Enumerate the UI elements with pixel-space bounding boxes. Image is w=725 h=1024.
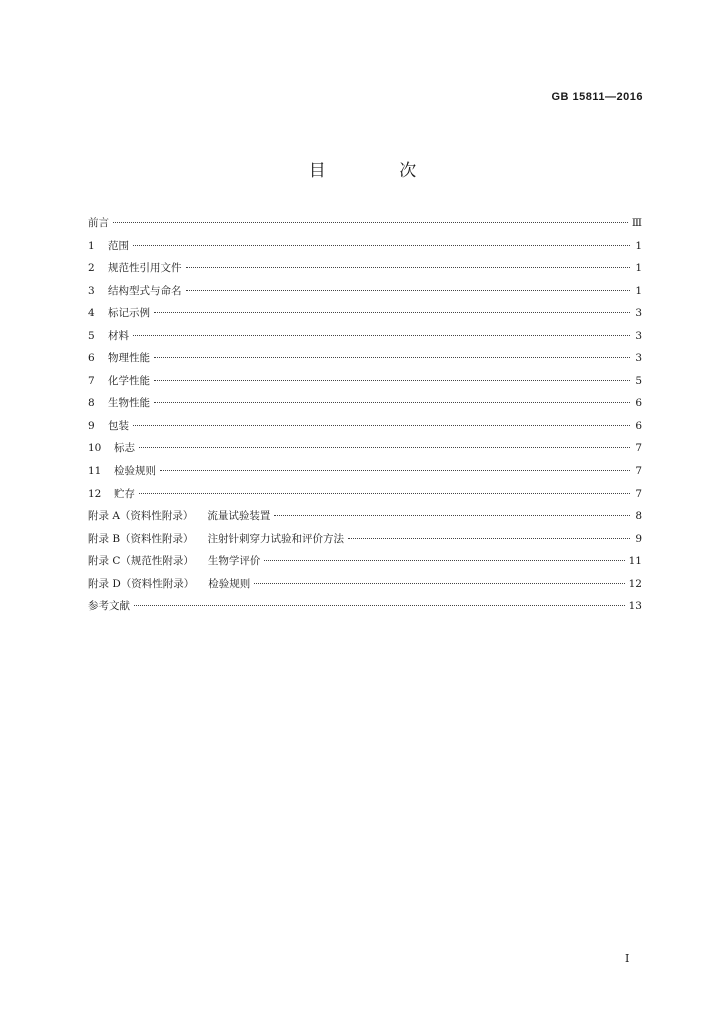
toc-entry-page: 6 (635, 397, 642, 410)
toc-entry-3[interactable] (88, 280, 642, 303)
toc-entry-5[interactable] (88, 325, 642, 348)
toc-entry-preface[interactable] (88, 212, 642, 235)
toc-entry-6[interactable] (88, 347, 642, 370)
toc-entry-2[interactable] (88, 257, 642, 280)
toc-entry-page: 3 (635, 352, 642, 365)
toc-entry-title: 检验规则 (208, 577, 251, 590)
toc-entry-9[interactable] (88, 415, 642, 438)
page-title: 目 次 (308, 161, 451, 181)
page-number: I (625, 952, 630, 965)
toc-entry-title: 包装 (108, 419, 129, 432)
toc-entry-number: 11 (88, 465, 102, 478)
dot-leader (186, 289, 631, 291)
toc-entry-title: 生物性能 (108, 397, 150, 410)
toc-entry-title: 材料 (108, 329, 129, 342)
toc-entry-appendix-c[interactable] (88, 550, 642, 573)
dot-leader (133, 334, 630, 336)
standard-code: GB 15811—2016 (551, 91, 643, 103)
toc-entry-number: 1 (88, 239, 95, 252)
toc-entry-number: 5 (88, 329, 95, 342)
toc-entry-title: 物理性能 (108, 352, 150, 365)
toc-entry-page: 3 (635, 307, 642, 320)
dot-leader (348, 537, 630, 539)
toc-entry-number: 7 (88, 374, 95, 387)
toc-entry-references[interactable] (88, 595, 642, 618)
toc-entry-8[interactable] (88, 392, 642, 415)
toc-entry-number: 6 (88, 352, 95, 365)
toc-entry-page: 6 (635, 419, 642, 432)
toc-entry-number: 3 (88, 284, 95, 297)
dot-leader (113, 221, 628, 223)
toc-entry-title: 流量试验装置 (207, 510, 271, 523)
toc-entry-appendix-b[interactable] (88, 528, 642, 551)
toc-entry-title: 规范性引用文件 (108, 262, 182, 275)
toc-entry-appendix-d[interactable] (88, 573, 642, 596)
toc-entry-title: 范围 (108, 239, 129, 252)
toc-entry-page: 11 (628, 555, 642, 568)
table-of-contents (88, 212, 642, 618)
toc-entry-title: 化学性能 (108, 374, 150, 387)
toc-entry-page: 1 (635, 239, 642, 252)
toc-entry-title: 标志 (114, 442, 135, 455)
toc-entry-title: 贮存 (114, 487, 135, 500)
dot-leader (154, 401, 630, 403)
dot-leader (186, 266, 631, 268)
toc-entry-number: 附录 B（资料性附录） (88, 532, 194, 545)
toc-entry-title: 参考文献 (88, 600, 130, 613)
toc-entry-number: 2 (88, 262, 95, 275)
toc-entry-title: 标记示例 (108, 307, 150, 320)
toc-entry-page: 7 (635, 487, 642, 500)
dot-leader (154, 311, 630, 313)
toc-entry-title: 前言 (88, 217, 109, 229)
toc-entry-page: 3 (635, 329, 642, 342)
dot-leader (154, 379, 630, 381)
toc-entry-page: 7 (635, 465, 642, 478)
toc-entry-7[interactable] (88, 370, 642, 393)
dot-leader (133, 244, 630, 246)
dot-leader (264, 559, 624, 561)
toc-entry-12[interactable] (88, 483, 642, 506)
toc-entry-title: 结构型式与命名 (108, 284, 182, 297)
toc-entry-title: 注射针刺穿力试验和评价方法 (207, 532, 345, 545)
dot-leader (139, 446, 630, 448)
toc-entry-page: Ⅲ (631, 217, 642, 229)
dot-leader (133, 424, 630, 426)
toc-entry-10[interactable] (88, 437, 642, 460)
toc-entry-number: 12 (88, 487, 102, 500)
dot-leader (254, 582, 624, 584)
toc-entry-page: 7 (635, 442, 642, 455)
toc-entry-number: 4 (88, 307, 95, 320)
toc-entry-page: 5 (635, 374, 642, 387)
toc-entry-page: 12 (628, 577, 642, 590)
dot-leader (139, 492, 630, 494)
toc-entry-page: 8 (635, 510, 642, 523)
toc-entry-number: 附录 D（资料性附录） (88, 577, 195, 590)
toc-entry-number: 9 (88, 419, 95, 432)
dot-leader (274, 514, 630, 516)
toc-entry-4[interactable] (88, 302, 642, 325)
toc-entry-1[interactable] (88, 235, 642, 258)
dot-leader (160, 469, 630, 471)
toc-entry-number: 10 (88, 442, 102, 455)
toc-entry-number: 8 (88, 397, 95, 410)
toc-entry-title: 生物学评价 (207, 555, 261, 568)
toc-entry-number: 附录 A（资料性附录） (88, 510, 194, 523)
toc-entry-page: 1 (635, 262, 642, 275)
toc-entry-title: 检验规则 (114, 465, 156, 478)
toc-entry-number: 附录 C（规范性附录） (88, 555, 194, 568)
dot-leader (134, 604, 625, 606)
toc-entry-page: 1 (635, 284, 642, 297)
dot-leader (154, 356, 630, 358)
toc-entry-appendix-a[interactable] (88, 505, 642, 528)
toc-entry-11[interactable] (88, 460, 642, 483)
toc-entry-page: 9 (635, 532, 642, 545)
toc-entry-page: 13 (628, 600, 642, 613)
